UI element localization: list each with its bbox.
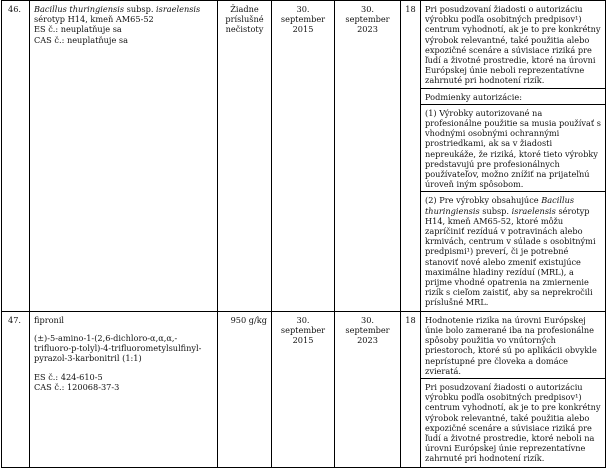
condition-italic: Bacillus thuringiensis: [425, 195, 575, 216]
condition-item-1: (1) Výrobky autorizované na profesionálne použitie sa musia používať s vhodnými osobnými ochrannými prostriedkami, ak sa v žiadosti nepreukáže, že riziká, ktoré tieto výrobky predstavujú pre profesionálnych používateľov, možno znížiť na prijateľnú úroveň iným spôsobom.: [425, 107, 601, 190]
approval-date: 30. september 2015: [272, 311, 335, 467]
product-type: 18: [401, 311, 421, 467]
condition-text: sérotyp H14, kmeň AM65-52, ktoré môžu zapríčiniť rezíduá v potravinách alebo krmivách, centrum v súlade s osobitnými predpismi¹) preverí, či je potrebné stanoviť nové alebo zmeniť existujúce maximálne hladiny rezíduí (MRL), a prijme vhodné opatrenia na zmiernenie rizík s cieľom zaistiť, aby sa neprekročili príslušné MRL.: [425, 205, 596, 308]
row-number: 46.: [2, 1, 30, 312]
approval-date: 30. september 2015: [272, 1, 335, 312]
substance-cell: [30, 311, 218, 467]
purity: Žiadne príslušné nečistoty: [218, 1, 272, 312]
es-number: ES č.: 424-610-5: [34, 371, 103, 382]
substance-name-italic: Bacillus thuringiensis: [34, 4, 125, 14]
conditions-section: [421, 88, 605, 102]
substance-table: [1, 0, 606, 468]
conditions-section: [421, 191, 605, 307]
condition-italic: israelensis: [511, 205, 556, 216]
cas-number: CAS č.: 120068-37-3: [34, 381, 120, 392]
condition-text: (2) Pre výrobky obsahujúce: [425, 195, 542, 206]
expiry-date: 30. september 2023: [335, 311, 401, 467]
condition-item-2: [425, 195, 601, 307]
table-row: [2, 1, 606, 312]
substance-name: [34, 4, 213, 14]
expiry-date: 30. september 2023: [335, 1, 401, 312]
purity: 950 g/kg: [218, 311, 272, 467]
substance-name: fipronil: [34, 314, 65, 325]
cas-number: CAS č.: neuplatňuje sa: [34, 34, 128, 45]
substance-name-italic-2: israelensis: [156, 4, 201, 14]
conditions-cell: [421, 1, 606, 312]
table-row: [2, 311, 606, 467]
substance-strain: sérotyp H14, kmeň AM65-52: [34, 14, 154, 25]
condition-text: subsp.: [479, 205, 512, 216]
substance-name-mid: subsp.: [124, 4, 157, 14]
conditions-cell: [421, 311, 606, 467]
es-number: ES č.: neuplatňuje sa: [34, 24, 122, 35]
iupac-name: (±)-5-amino-1-(2,6-dichloro-α,α,α,-trifluoro-p-tolyl)-4-trifluorometylsulfinyl-pyrazol-3-karbonitril (1:1): [34, 332, 202, 364]
conditions-title: Podmienky autorizácie:: [425, 91, 522, 102]
conditions-paragraph: Pri posudzovaní žiadosti o autorizáciu výrobku podľa osobitných predpisov¹) centrum vyhodnotí, ak je to pre konkrétny výrobok relevantné, také použitia alebo expozičné scenáre a súvisiace riziká pre ľudí a životné prostredie, ktoré neboli na úrovni Európskej únie reprezentatívne zahrnuté pri hodnotení rizík.: [425, 381, 601, 464]
conditions-paragraph: Hodnotenie rizika na úrovni Európskej únie bolo zamerané iba na profesionálne spôsoby použitia vo vnútorných priestoroch, ktoré sú po aplikácii obvykle neprístupné pre človeka a domáce zvieratá.: [425, 314, 597, 376]
conditions-paragraph: Pri posudzovaní žiadosti o autorizáciu výrobku podľa osobitných predpisov¹) centrum vyhodnotí, ak je to pre konkrétny výrobok relevantné, také použitia alebo expozičné scenáre a súvisiace riziká pre ľudí a životné prostredie, ktoré na úrovni Európskej únie neboli reprezentatívne zahrnuté pri hodnotení rizík.: [425, 4, 601, 86]
row-number: 47.: [2, 311, 30, 467]
conditions-section: [421, 378, 605, 464]
conditions-section: [421, 104, 605, 190]
substance-cell: [30, 1, 218, 312]
product-type: 18: [401, 1, 421, 312]
